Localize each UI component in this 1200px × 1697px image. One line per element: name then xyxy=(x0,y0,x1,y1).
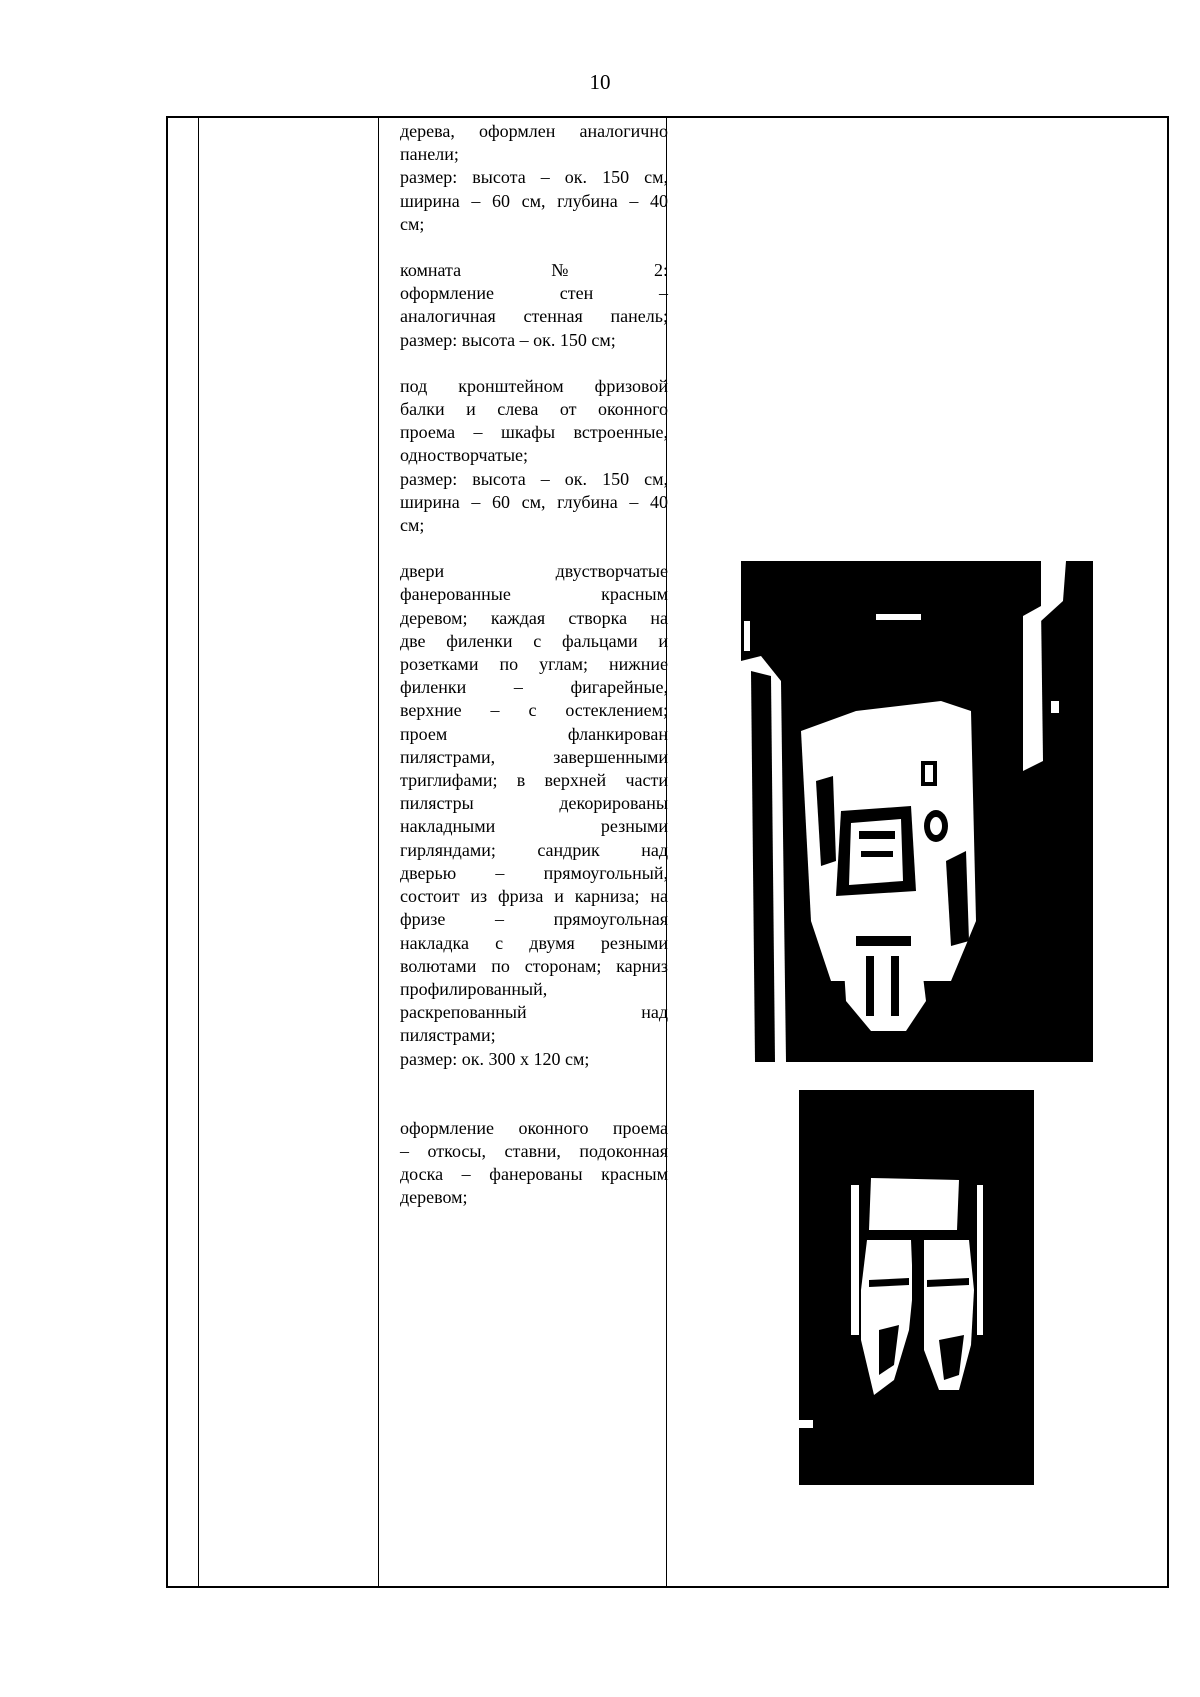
text-line: оформление стен – xyxy=(400,283,668,304)
text-block-cabinet xyxy=(400,120,668,236)
text-line: пилястры декорированы xyxy=(400,793,668,814)
text-line: ширина – 60 см, глубина – 40 xyxy=(400,190,668,211)
text-line: аналогичная стенная панель; xyxy=(400,306,668,327)
text-line: верхние – с остеклением; xyxy=(400,700,668,721)
text-line: под кронштейном фризовой xyxy=(400,375,668,396)
text-line: размер: высота – ок. 150 см; xyxy=(400,329,616,350)
text-line: см; xyxy=(400,213,425,234)
text-line: балки и слева от оконного xyxy=(400,399,668,420)
text-line: комната №2: xyxy=(400,260,668,281)
text-line: накладными резными xyxy=(400,816,668,837)
column-divider-2 xyxy=(378,118,379,1586)
text-line: размер: ок. 300 х 120 см; xyxy=(400,1048,590,1069)
text-line: деревом; xyxy=(400,1187,468,1208)
text-line: фанерованные красным xyxy=(400,584,668,605)
text-line: раскрепованный над xyxy=(400,1002,668,1023)
text-line: дверью – прямоугольный, xyxy=(400,862,668,883)
text-line: размер: высота – ок. 150 см, xyxy=(400,167,668,188)
text-line: филенки – фигарейные, xyxy=(400,677,668,698)
text-line: одностворчатые; xyxy=(400,445,529,466)
text-line: дерева, оформлен аналогично xyxy=(400,121,668,141)
text-block-room-2 xyxy=(400,259,668,352)
page-number: 10 xyxy=(589,70,611,94)
text-block-window xyxy=(400,1117,668,1210)
text-line: гирляндами; сандрик над xyxy=(400,839,668,860)
text-line: профилированный, xyxy=(400,978,548,999)
text-line: ширина – 60 см, глубина – 40 xyxy=(400,491,668,512)
text-line: панели; xyxy=(400,144,459,165)
text-line: розетками по углам; нижние xyxy=(400,654,668,675)
text-line: – откосы, ставни, подоконная xyxy=(400,1140,668,1161)
text-line: две филенки с фальцами и xyxy=(400,630,668,651)
text-line: пилястрами; xyxy=(400,1025,496,1046)
text-line: волютами по сторонам; карниз xyxy=(400,955,668,976)
text-line: накладка с двумя резными xyxy=(400,932,668,953)
text-line: фризе – прямоугольная xyxy=(400,909,668,930)
description-column xyxy=(390,118,678,1210)
text-line: триглифами; в верхней части xyxy=(400,770,668,791)
text-line: проем фланкирован xyxy=(400,723,668,744)
text-line: состоит из фриза и карниза; на xyxy=(400,886,668,907)
text-line: деревом; каждая створка на xyxy=(400,607,668,628)
text-line: см; xyxy=(400,515,425,536)
column-divider-1 xyxy=(198,118,199,1586)
text-block-built-in-cabinets xyxy=(400,375,668,537)
text-block-doors xyxy=(400,560,668,1070)
text-line: оформление оконного проема xyxy=(400,1117,668,1138)
text-line: проема – шкафы встроенные, xyxy=(400,422,668,443)
text-line: размер: высота – ок. 150 см, xyxy=(400,468,668,489)
door-photo xyxy=(741,561,1093,1062)
text-line: доска – фанерованы красным xyxy=(400,1164,668,1185)
window-photo xyxy=(799,1090,1034,1485)
text-line: пилястрами, завершенными xyxy=(400,746,668,767)
text-line: двери двустворчатые xyxy=(400,561,668,582)
